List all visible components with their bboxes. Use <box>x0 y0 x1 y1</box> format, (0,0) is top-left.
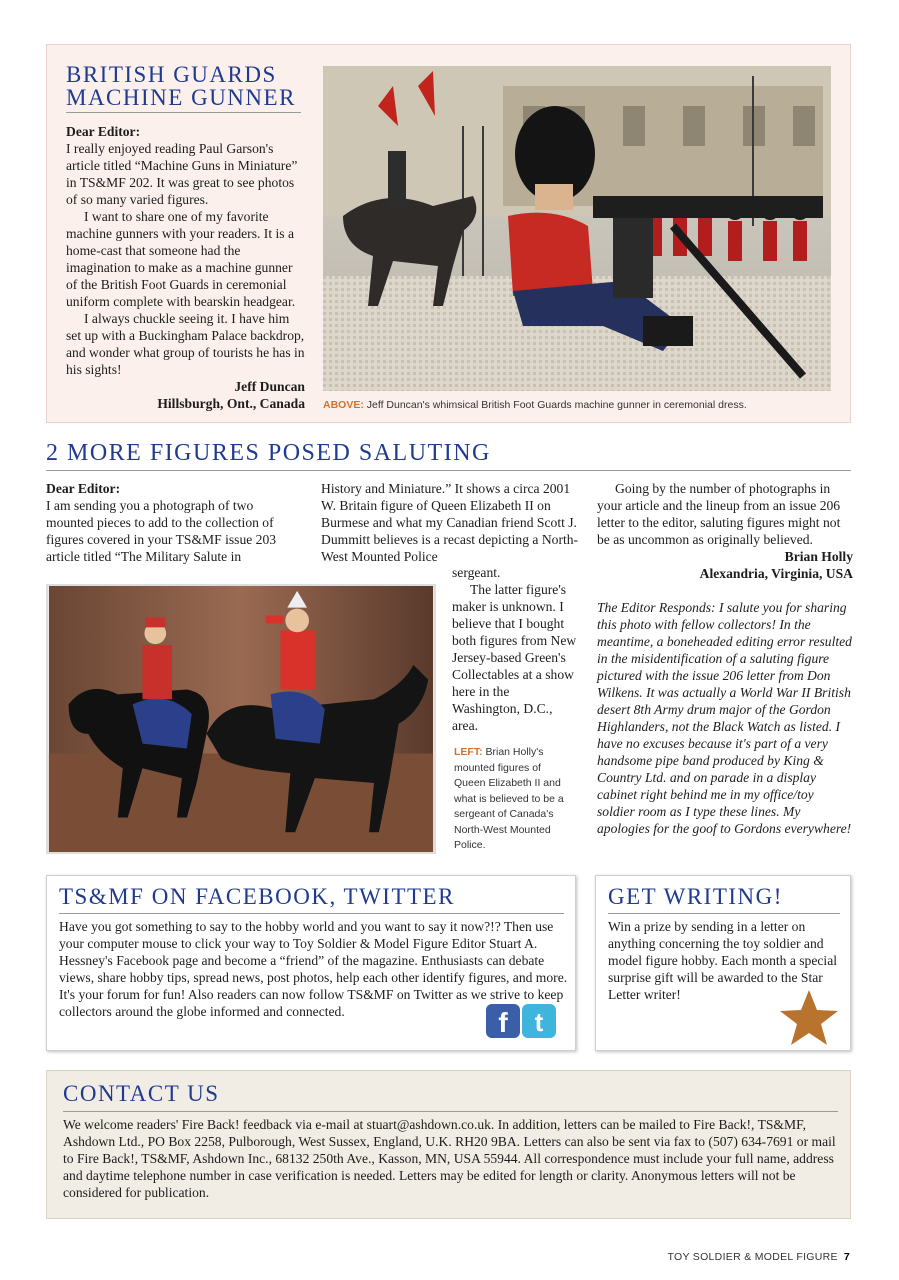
machine-gunner-photo <box>323 66 831 391</box>
title-rule <box>59 913 564 914</box>
section-title: BRITISH GUARDS MACHINE GUNNER <box>66 62 296 110</box>
box-body: Win a prize by sending in a letter on anything concerning the toy soldier and model figure hobby. Each month a special surprise gift will be awarded to the Star Letter writer! <box>608 919 838 1002</box>
magazine-name: TOY SOLDIER & MODEL FIGURE <box>667 1251 838 1263</box>
paragraph-end: sergeant. <box>452 565 501 580</box>
signature-place: Hillsburgh, Ont., Canada <box>157 396 305 411</box>
title-rule <box>66 112 301 113</box>
mounted-figures-photo <box>46 584 436 854</box>
box-body: Have you got something to say to the hobby world and you want to say it now?!? Then use your computer mouse to click your way to Toy Soldier & Model Figure Editor Stuart A. Hessney's Facebook page and become a “friend” of the magazine. Enthusiasts can debate views, share hobby tips, spread news, post photos, help each other identify figures, and more. It's your forum for fun! Also readers can now follow TS&MF on Twitter as we strive to keep collectors around the globe informed and connected. <box>59 919 568 1019</box>
signature-name: Brian Holly <box>784 549 853 564</box>
paragraph: Going by the number of photographs in your article and the lineup from an issue 206 letter to the editor, saluting figures might not be as uncommon as originally believed. <box>597 481 841 547</box>
letter-column-3 <box>597 480 853 837</box>
box-title: CONTACT US <box>63 1081 220 1106</box>
facebook-twitter-box <box>46 875 576 1051</box>
salutation: Dear Editor: <box>46 481 121 496</box>
paragraph: History and Miniature.” It shows a circa 2001 W. Britain figure of Queen Elizabeth II on Burmese and what my Canadian friend Scott J. Dummitt believes is a recast depicting a North-West Mounted Police <box>321 481 579 564</box>
letter-column-2b <box>452 564 580 734</box>
photo-caption: LEFT: Brian Holly's mounted figures of Queen Elizabeth II and what is believed to be a sergeant of Canada's North-West Mounted Police. <box>454 746 564 851</box>
paragraph: I really enjoyed reading Paul Garson's article titled “Machine Guns in Miniature” in TS&MF 202. It was great to see photos of so many varied figures. <box>66 141 298 207</box>
salutation: Dear Editor: <box>66 124 141 139</box>
page-footer <box>667 1251 850 1263</box>
photo-caption: ABOVE: Jeff Duncan's whimsical British Foot Guards machine gunner in ceremonial dress. <box>323 399 747 411</box>
letter-column-2 <box>321 480 579 565</box>
facebook-icon[interactable]: f <box>486 1004 520 1038</box>
page-number: 7 <box>843 1251 850 1263</box>
paragraph: I am sending you a photograph of two mounted pieces to add to the collection of figures covered in your TS&MF issue 203 article titled “The Military Salute in <box>46 498 277 564</box>
get-writing-box <box>595 875 851 1051</box>
letter-british-guards <box>46 44 851 423</box>
star-icon <box>778 988 840 1048</box>
letter-body <box>66 123 305 412</box>
title-rule <box>46 470 851 471</box>
title-rule <box>608 913 840 914</box>
box-body: We welcome readers' Fire Back! feedback via e-mail at stuart@ashdown.co.uk. In addition, letters can be mailed to Fire Back!, TS&MF, Ashdown Ltd., PO Box 2258, Pulborough, West Sussex, England, U.K. RH20 9BA. Letters can also be sent via fax to (507) 634-7691 or mail to Fire Back!, TS&MF, Ashdown Inc., 68132 250th Ave., Kasson, MN, USA 55944. All correspondence must include your full name, address and daytime telephone number in case verification is needed. Letters may be edited for length or clarity. Anonymous letters will not be considered for publication. <box>63 1117 836 1200</box>
contact-us-box <box>46 1070 851 1219</box>
paragraph: The latter figure's maker is unknown. I believe that I bought both figures from New Jersey-based Green's Collectables at a show here in the Washington, D.C., area. <box>452 582 577 733</box>
paragraph: I want to share one of my favorite machine gunners with your readers. It is a home-cast that someone had the imagination to make as a machine gunner of the British Foot Guards in ceremonial uniform complete with bearskin headgear. <box>66 209 296 309</box>
signature-name: Jeff Duncan <box>234 379 305 394</box>
section-title-saluting: 2 MORE FIGURES POSED SALUTING <box>46 440 491 466</box>
title-rule <box>63 1111 838 1112</box>
letter-column-1 <box>46 480 296 565</box>
box-title: TS&MF ON FACEBOOK, TWITTER <box>59 884 455 909</box>
signature-place: Alexandria, Virginia, USA <box>699 566 853 581</box>
box-title: GET WRITING! <box>608 884 783 909</box>
paragraph: I always chuckle seeing it. I have him set up with a Buckingham Palace backdrop, and wonder what group of tourists he has in his sights! <box>66 311 305 377</box>
twitter-icon[interactable]: t <box>522 1004 556 1038</box>
editor-response: The Editor Responds: I salute you for sharing this photo with fellow collectors! In the meantime, a boneheaded editing error resulted in the misidentification of a saluting figure pictured with the issue 206 letter from Don Wilkens. It was actually a World War II British desert 8th Army drum major of the Gordon Highlanders, not the Black Watch as listed. I have no excuses because it's part of a very handsome pipe band produced by King & Country Ltd. and on parade in a display cabinet right behind me in my office/toy soldier room as I type these lines. My apologies for the goof to Gordons everywhere! <box>597 600 852 836</box>
